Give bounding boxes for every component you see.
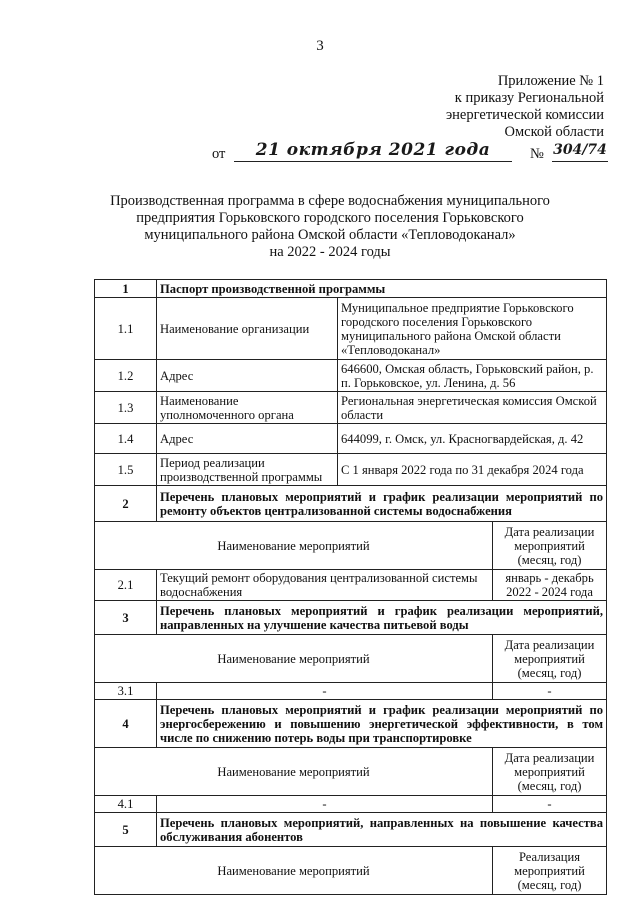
table-row: [95, 298, 607, 360]
row-value: С 1 января 2022 года по 31 декабря 2024 года: [338, 454, 607, 486]
title-line: на 2022 - 2024 годы: [269, 244, 391, 260]
row-number: 1.1: [95, 298, 157, 360]
row-number: 3.1: [95, 683, 157, 700]
activity-date: -: [493, 683, 607, 700]
handwritten-number: 304/74: [552, 142, 608, 162]
program-table: [94, 279, 607, 895]
table-row: [95, 424, 607, 454]
appendix-line: Омской области: [504, 124, 604, 140]
row-label: Наименование организации: [157, 298, 338, 360]
title-line: муниципального района Омской области «Тепловодоканал»: [144, 227, 516, 243]
row-number: 4.1: [95, 796, 157, 813]
row-value: Муниципальное предприятие Горьковского городского поселения Горьковского муниципального района Омской области «Тепловодоканал»: [338, 298, 607, 360]
table-row: [95, 454, 607, 486]
section-number: 1: [95, 280, 157, 298]
section-header-row: [95, 700, 607, 748]
number-label: №: [530, 146, 544, 162]
section-title: Перечень плановых мероприятий и график реализации мероприятий по энергосбережению и повышению энергетической эффективности, в том числе по снижению потерь воды при транспортировке: [157, 700, 607, 748]
row-label: Период реализации производственной программы: [157, 454, 338, 486]
column-header-row: [95, 635, 607, 683]
column-header-row: [95, 522, 607, 570]
column-header-name: Наименование мероприятий: [95, 522, 493, 570]
handwritten-date: 21 октября 2021 года: [234, 142, 512, 162]
table-row: [95, 392, 607, 424]
column-header-name: Наименование мероприятий: [95, 847, 493, 895]
section-number: 4: [95, 700, 157, 748]
table-row: [95, 683, 607, 700]
title-line: предприятия Горьковского городского поселения Горьковского: [136, 210, 524, 226]
table-row: [95, 360, 607, 392]
appendix-line: энергетической комиссии: [445, 107, 604, 123]
section-number: 3: [95, 601, 157, 635]
appendix-header: [446, 73, 604, 141]
section-title: Перечень плановых мероприятий и график реализации мероприятий, направленных на улучшение качества питьевой воды: [157, 601, 607, 635]
document-title: [80, 193, 580, 261]
row-number: 1.2: [95, 360, 157, 392]
appendix-line: к приказу Региональной: [454, 90, 604, 106]
section-header-row: [95, 486, 607, 522]
column-header-row: [95, 748, 607, 796]
section-header-row: [95, 601, 607, 635]
section-title: Перечень плановых мероприятий и график реализации мероприятий по ремонту объектов централизованной системы водоснабжения: [157, 486, 607, 522]
row-number: 1.3: [95, 392, 157, 424]
row-value: Региональная энергетическая комиссия Омской области: [338, 392, 607, 424]
row-value: 644099, г. Омск, ул. Красногвардейская, д. 42: [338, 424, 607, 454]
section-title: Перечень плановых мероприятий, направленных на повышение качества обслуживания абонентов: [157, 813, 607, 847]
section-number: 5: [95, 813, 157, 847]
column-header-date: Реализация мероприятий (месяц, год): [493, 847, 607, 895]
activity-name: -: [157, 683, 493, 700]
column-header-row: [95, 847, 607, 895]
table-row: [95, 570, 607, 601]
from-label: от: [212, 146, 226, 162]
column-header-date: Дата реализации мероприятий (месяц, год): [493, 635, 607, 683]
section-title: Паспорт производственной программы: [157, 280, 607, 298]
column-header-name: Наименование мероприятий: [95, 748, 493, 796]
page-number: 3: [316, 38, 324, 54]
order-date-line: [212, 142, 608, 164]
section-header-row: [95, 813, 607, 847]
row-value: 646600, Омская область, Горьковский район, р. п. Горьковское, ул. Ленина, д. 56: [338, 360, 607, 392]
activity-date: январь - декабрь 2022 - 2024 года: [493, 570, 607, 601]
appendix-line: Приложение № 1: [497, 73, 604, 89]
activity-name: Текущий ремонт оборудования централизованной системы водоснабжения: [157, 570, 493, 601]
section-header-row: [95, 280, 607, 298]
row-label: Адрес: [157, 424, 338, 454]
row-number: 1.5: [95, 454, 157, 486]
activity-name: -: [157, 796, 493, 813]
row-label: Адрес: [157, 360, 338, 392]
row-number: 2.1: [95, 570, 157, 601]
column-header-date: Дата реализации мероприятий (месяц, год): [493, 748, 607, 796]
row-label: Наименование уполномоченного органа: [157, 392, 338, 424]
table-row: [95, 796, 607, 813]
title-line: Производственная программа в сфере водоснабжения муниципального: [110, 193, 550, 209]
row-number: 1.4: [95, 424, 157, 454]
section-number: 2: [95, 486, 157, 522]
activity-date: -: [493, 796, 607, 813]
column-header-name: Наименование мероприятий: [95, 635, 493, 683]
column-header-date: Дата реализации мероприятий (месяц, год): [493, 522, 607, 570]
